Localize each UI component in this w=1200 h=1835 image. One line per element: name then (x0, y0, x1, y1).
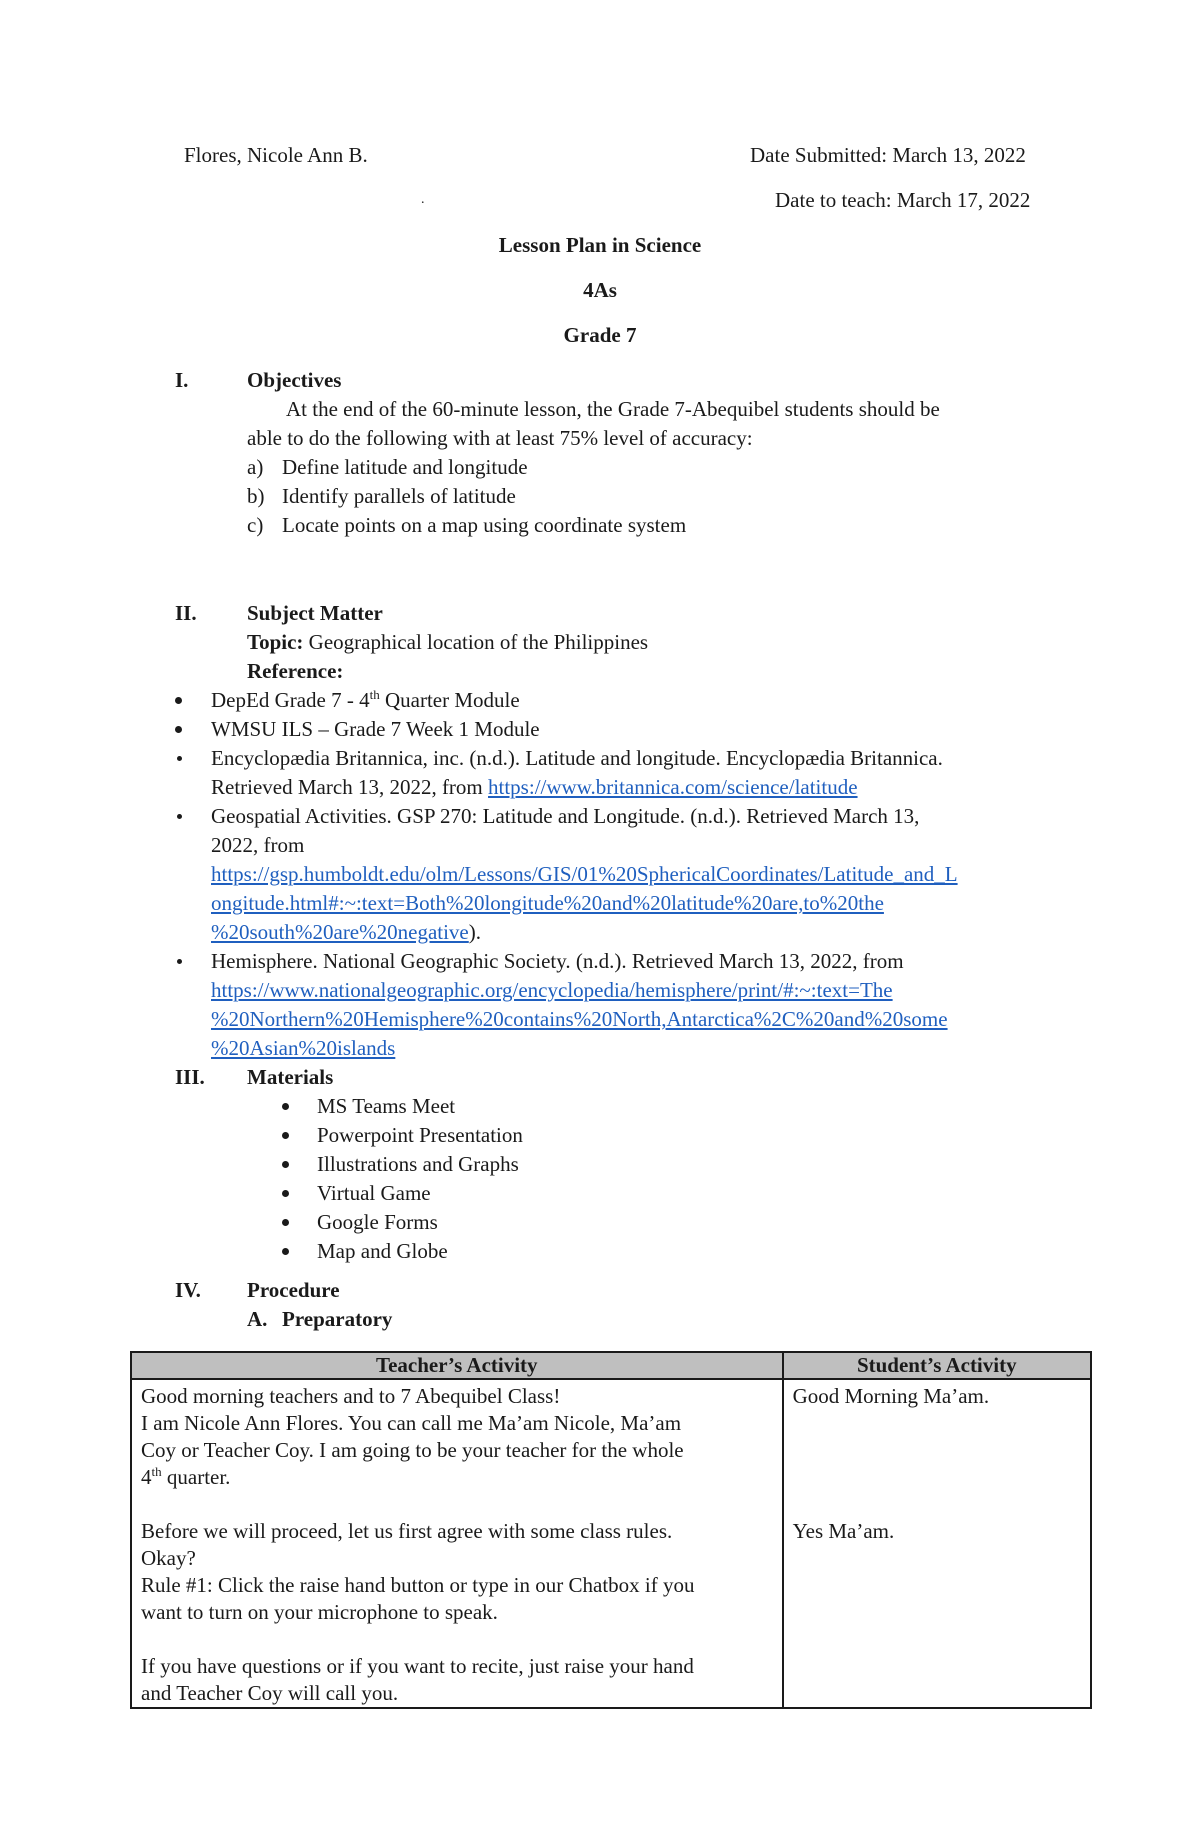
table-row (131, 1379, 1091, 1708)
lesson-title: Lesson Plan in Science (498, 233, 702, 257)
subsection-title: Preparatory (282, 1307, 393, 1331)
teacher-line: and Teacher Coy will call you. (141, 1681, 399, 1705)
material-item: MS Teams Meet (317, 1094, 456, 1118)
reference-item: WMSU ILS – Grade 7 Week 1 Module (211, 717, 540, 741)
date-submitted: Date Submitted: March 13, 2022 (750, 143, 1026, 167)
material-item: Powerpoint Presentation (317, 1123, 523, 1147)
date-to-teach: Date to teach: March 17, 2022 (775, 188, 1031, 212)
student-activity-cell (783, 1379, 1091, 1708)
teacher-line: Good morning teachers and to 7 Abequibel Class! (141, 1384, 561, 1408)
reference-item: Hemisphere. National Geographic Society. (n.d.). Retrieved March 13, 2022, from (211, 949, 904, 973)
topic-label: Topic: (247, 630, 304, 654)
objective-item: Define latitude and longitude (282, 455, 528, 479)
humboldt-link[interactable]: ongitude.html#:~:text=Both%20longitude%20and%20latitude%20are,to%20the (211, 891, 884, 915)
natgeo-link[interactable]: %20Northern%20Hemisphere%20contains%20North,Antarctica%2C%20and%20some (211, 1007, 948, 1031)
stray-dot: . (421, 192, 425, 207)
material-item: Illustrations and Graphs (317, 1152, 519, 1176)
author-name: Flores, Nicole Ann B. (184, 143, 368, 167)
section-number-objectives: I. (175, 368, 189, 392)
bullet-icon (177, 756, 182, 761)
objective-letter: b) (247, 484, 265, 508)
teacher-line: Rule #1: Click the raise hand button or type in our Chatbox if you (141, 1573, 695, 1597)
bullet-icon (175, 726, 182, 733)
student-line: Good Morning Ma’am. (792, 1384, 990, 1408)
reference-item-cont: %20south%20are%20negative). (211, 920, 482, 944)
teacher-activity-cell (131, 1379, 783, 1708)
reference-item: DepEd Grade 7 - 4th Quarter Module (211, 687, 520, 712)
bullet-icon (282, 1161, 289, 1168)
material-item: Google Forms (317, 1210, 438, 1234)
material-item: Virtual Game (317, 1181, 431, 1205)
section-number-procedure: IV. (175, 1278, 201, 1302)
teacher-line: I am Nicole Ann Flores. You can call me Ma’am Nicole, Ma’am (141, 1411, 682, 1435)
objective-item: Locate points on a map using coordinate system (282, 513, 687, 537)
objective-letter: c) (247, 513, 264, 537)
student-line: Yes Ma’am. (792, 1519, 895, 1543)
section-title-subject-matter: Subject Matter (247, 601, 383, 625)
section-number-subject-matter: II. (175, 601, 197, 625)
natgeo-link[interactable]: https://www.nationalgeographic.org/encyclopedia/hemisphere/print/#:~:text=The (211, 978, 893, 1002)
humboldt-link[interactable]: https://gsp.humboldt.edu/olm/Lessons/GIS/01%20SphericalCoordinates/Latitude_and_L (211, 862, 958, 886)
subsection-letter: A. (247, 1307, 268, 1331)
activity-table (130, 1351, 1092, 1709)
table-header-row (131, 1352, 1091, 1379)
natgeo-link[interactable]: %20Asian%20islands (211, 1036, 396, 1060)
teacher-line: Okay? (141, 1546, 196, 1570)
teacher-line: If you have questions or if you want to recite, just raise your hand (141, 1654, 694, 1678)
column-header-teacher: Teacher’s Activity (131, 1352, 783, 1379)
bullet-icon (282, 1190, 289, 1197)
teacher-line: 4th quarter. (141, 1464, 231, 1489)
section-number-materials: III. (175, 1065, 205, 1089)
lesson-method: 4As (583, 278, 617, 302)
reference-item-cont: 2022, from (211, 833, 305, 857)
humboldt-link[interactable]: %20south%20are%20negative (211, 920, 469, 944)
column-header-student: Student’s Activity (783, 1352, 1091, 1379)
material-item: Map and Globe (317, 1239, 448, 1263)
bullet-icon (282, 1132, 289, 1139)
objectives-intro-line2: able to do the following with at least 75% level of accuracy: (247, 426, 753, 450)
topic-value: Geographical location of the Philippines (308, 630, 649, 654)
section-title-procedure: Procedure (247, 1278, 340, 1302)
bullet-icon (282, 1219, 289, 1226)
objectives-intro-line1: At the end of the 60-minute lesson, the Grade 7-Abequibel students should be (286, 397, 940, 421)
bullet-icon (175, 697, 182, 704)
section-title-objectives: Objectives (247, 368, 342, 392)
teacher-line: Before we will proceed, let us first agree with some class rules. (141, 1519, 673, 1543)
objective-item: Identify parallels of latitude (282, 484, 516, 508)
section-title-materials: Materials (247, 1065, 334, 1089)
reference-item: Encyclopædia Britannica, inc. (n.d.). Latitude and longitude. Encyclopædia Britannica. (211, 746, 943, 770)
objective-letter: a) (247, 455, 264, 479)
teacher-line: Coy or Teacher Coy. I am going to be your teacher for the whole (141, 1438, 684, 1462)
bullet-icon (282, 1103, 289, 1110)
bullet-icon (177, 959, 182, 964)
reference-label: Reference: (247, 659, 344, 683)
teacher-line: want to turn on your microphone to speak. (141, 1600, 498, 1624)
lesson-grade: Grade 7 (563, 323, 637, 347)
bullet-icon (177, 814, 182, 819)
topic-line (247, 628, 648, 657)
bullet-icon (282, 1248, 289, 1255)
reference-item: Geospatial Activities. GSP 270: Latitude and Longitude. (n.d.). Retrieved March 13, (211, 804, 920, 828)
reference-item-cont: Retrieved March 13, 2022, from https://www.britannica.com/science/latitude (211, 775, 858, 799)
britannica-link[interactable]: https://www.britannica.com/science/latitude (488, 775, 858, 799)
